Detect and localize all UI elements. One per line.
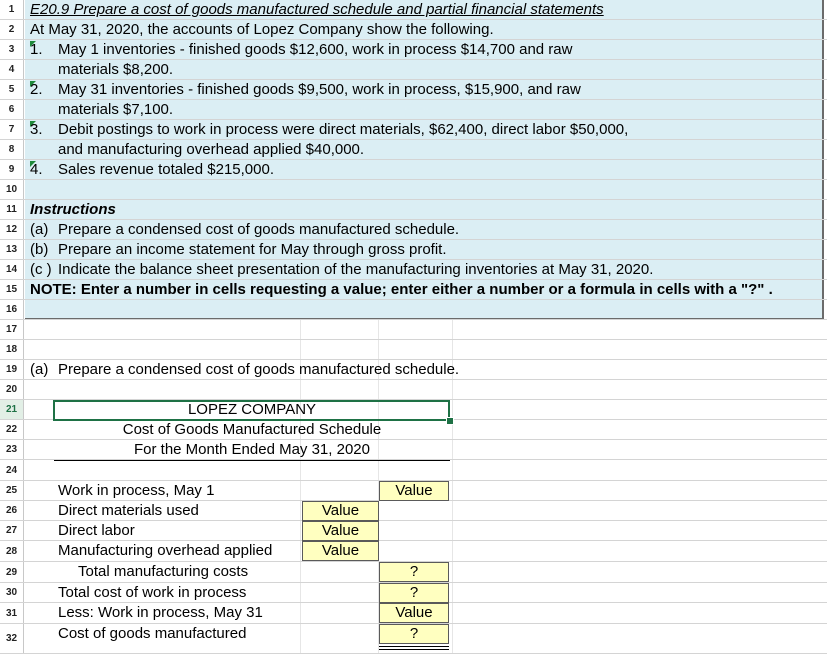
row-number-13[interactable]: 13 xyxy=(0,240,24,259)
less-wip-end-input[interactable]: Value xyxy=(379,603,449,623)
instruction-b-tag: (b) xyxy=(30,241,49,258)
sheet-row xyxy=(0,300,827,320)
sheet-row xyxy=(0,460,827,481)
total-mfg-input[interactable]: ? xyxy=(379,562,449,582)
row-number-27[interactable]: 27 xyxy=(0,521,24,540)
total-wip-input[interactable]: ? xyxy=(379,583,449,603)
sheet-row xyxy=(0,340,827,360)
instruction-c-text: Indicate the balance sheet presentation of the manufacturing inventories at May 31, 2020. xyxy=(58,261,654,278)
row-number-11[interactable]: 11 xyxy=(0,200,24,219)
instruction-a-tag: (a) xyxy=(30,221,49,238)
row-number-5[interactable]: 5 xyxy=(0,80,24,99)
row-number-28[interactable]: 28 xyxy=(0,541,24,561)
instructions-heading: Instructions xyxy=(30,201,116,218)
item-3-line1: Debit postings to work in process were direct materials, $62,400, direct labor $50,000, xyxy=(58,121,629,138)
double-underline-1 xyxy=(379,646,449,647)
part-a-text: Prepare a condensed cost of goods manufactured schedule. xyxy=(58,361,460,378)
double-underline-2 xyxy=(379,649,449,650)
cogm-label: Cost of goods manufactured xyxy=(58,625,247,642)
instruction-b-text: Prepare an income statement for May through gross profit. xyxy=(58,241,447,258)
note-text: NOTE: Enter a number in cells requesting a value; enter either a number or a formula in cells with a "?" . xyxy=(30,281,773,298)
schedule-period[interactable]: For the Month Ended May 31, 2020 xyxy=(134,441,370,458)
row-number-24[interactable]: 24 xyxy=(0,460,24,480)
total-wip-label: Total cost of work in process xyxy=(58,584,247,601)
instruction-c-tag: (c ) xyxy=(30,261,52,278)
sheet-row xyxy=(0,380,827,400)
problem-intro: At May 31, 2020, the accounts of Lopez Company show the following. xyxy=(30,21,494,38)
sheet-row xyxy=(0,200,827,220)
total-mfg-label: Total manufacturing costs xyxy=(78,563,249,580)
row-number-14[interactable]: 14 xyxy=(0,260,24,279)
row-number-23[interactable]: 23 xyxy=(0,440,24,459)
row-number-17[interactable]: 17 xyxy=(0,320,24,339)
company-name-cell[interactable]: LOPEZ COMPANY xyxy=(187,401,317,418)
schedule-title[interactable]: Cost of Goods Manufactured Schedule xyxy=(122,421,382,438)
problem-title: E20.9 Prepare a cost of goods manufactured schedule and partial financial statements xyxy=(30,1,604,18)
item-2-line2: materials $7,100. xyxy=(58,101,174,118)
sheet-row xyxy=(0,320,827,340)
row-number-15[interactable]: 15 xyxy=(0,280,24,299)
item-1-line1: May 1 inventories - finished goods $12,600, work in process $14,700 and raw xyxy=(58,41,573,58)
row-number-19[interactable]: 19 xyxy=(0,360,24,379)
row-number-25[interactable]: 25 xyxy=(0,481,24,500)
item-1-num: 1. xyxy=(30,41,43,58)
row-number-2[interactable]: 2 xyxy=(0,20,24,39)
sheet-row xyxy=(0,180,827,200)
row-number-31[interactable]: 31 xyxy=(0,603,24,623)
row-number-7[interactable]: 7 xyxy=(0,120,24,139)
row-number-3[interactable]: 3 xyxy=(0,40,24,59)
row-number-8[interactable]: 8 xyxy=(0,140,24,159)
row-number-32[interactable]: 32 xyxy=(0,624,24,653)
selected-cell-outline xyxy=(53,400,450,421)
item-1-line2: materials $8,200. xyxy=(58,61,174,78)
part-a-tag: (a) xyxy=(30,361,49,378)
direct-labor-label: Direct labor xyxy=(58,522,135,539)
dm-used-input[interactable]: Value xyxy=(302,501,379,521)
row-number-9[interactable]: 9 xyxy=(0,160,24,179)
less-wip-end-label: Less: Work in process, May 31 xyxy=(58,604,263,621)
row-number-1[interactable]: 1 xyxy=(0,0,24,19)
header-underline xyxy=(54,460,450,461)
wip-begin-label: Work in process, May 1 xyxy=(58,482,215,499)
row-number-4[interactable]: 4 xyxy=(0,60,24,79)
item-2-num: 2. xyxy=(30,81,43,98)
row-number-22[interactable]: 22 xyxy=(0,420,24,439)
direct-labor-input[interactable]: Value xyxy=(302,521,379,541)
row-number-6[interactable]: 6 xyxy=(0,100,24,119)
row-number-18[interactable]: 18 xyxy=(0,340,24,359)
item-4-num: 4. xyxy=(30,161,43,178)
mfg-overhead-label: Manufacturing overhead applied xyxy=(58,542,273,559)
row-number-10[interactable]: 10 xyxy=(0,180,24,199)
row-number-20[interactable]: 20 xyxy=(0,380,24,399)
row-number-29[interactable]: 29 xyxy=(0,562,24,582)
row-number-16[interactable]: 16 xyxy=(0,300,24,319)
item-2-line1: May 31 inventories - finished goods $9,500, work in process, $15,900, and raw xyxy=(58,81,581,98)
row-number-30[interactable]: 30 xyxy=(0,583,24,602)
instruction-a-text: Prepare a condensed cost of goods manufactured schedule. xyxy=(58,221,460,238)
mfg-overhead-input[interactable]: Value xyxy=(302,541,379,561)
cogm-input[interactable]: ? xyxy=(379,624,449,644)
item-3-num: 3. xyxy=(30,121,43,138)
dm-used-label: Direct materials used xyxy=(58,502,199,519)
item-3-line2: and manufacturing overhead applied $40,000. xyxy=(58,141,365,158)
item-4-line1: Sales revenue totaled $215,000. xyxy=(58,161,274,178)
row-number-21[interactable]: 21 xyxy=(0,400,24,419)
row-number-12[interactable]: 12 xyxy=(0,220,24,239)
wip-begin-input[interactable]: Value xyxy=(379,481,449,501)
row-number-26[interactable]: 26 xyxy=(0,501,24,520)
